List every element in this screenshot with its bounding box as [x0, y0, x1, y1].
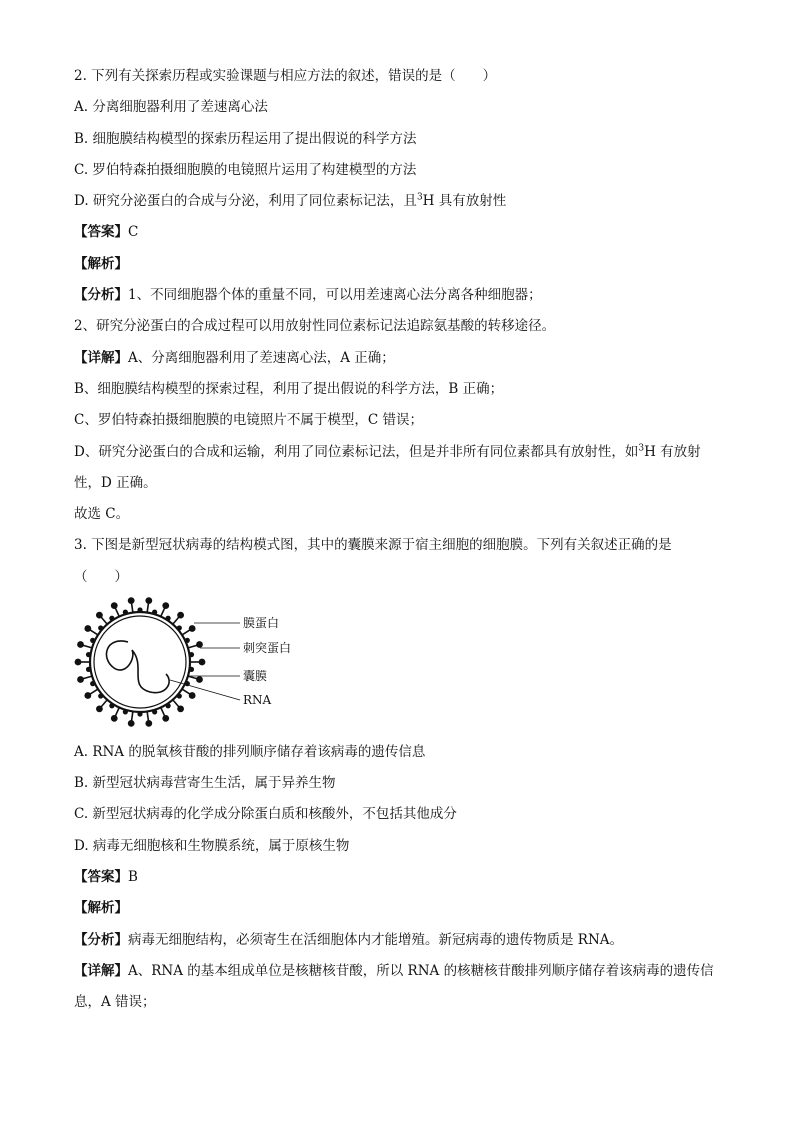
spike-stalk: [147, 603, 148, 613]
spike-stalk: [90, 630, 98, 635]
spike-head: [196, 676, 203, 683]
membrane-protein-dot: [98, 625, 103, 630]
spike-stalk: [188, 676, 198, 679]
spike-stalk: [90, 689, 98, 694]
label-spike-protein: 刺突蛋白: [243, 641, 292, 655]
spike-head: [162, 715, 169, 722]
membrane-protein-dot: [185, 638, 190, 643]
q3-detail-tag: 【详解】: [74, 963, 128, 979]
spike-stalk: [131, 603, 132, 613]
membrane-proteins: [86, 607, 194, 716]
q2-detail-3: C、罗伯特森拍摄细胞膜的电镜照片不属于模型，C 错误；: [74, 412, 423, 428]
q3-answer-value: B: [128, 869, 138, 885]
membrane-protein-dot: [152, 709, 157, 714]
q3-stem-bracket: （ ）: [74, 569, 128, 585]
q2-answer-tag: 【答案】: [74, 224, 128, 240]
spike-head: [84, 625, 91, 632]
q2-detail-text-1: A、分离细胞器利用了差速离心法，A 正确；: [128, 350, 395, 366]
membrane-protein-dot: [189, 667, 194, 672]
label-membrane-protein: 膜蛋白: [243, 616, 280, 630]
spike-head: [145, 597, 152, 604]
spike-stalk: [182, 630, 190, 635]
q2-answer: [74, 222, 724, 242]
spike-stalk: [161, 707, 165, 716]
q3-option-b: B. 新型冠状病毒营寄生生活，属于异养生物: [74, 775, 336, 791]
membrane-protein-dot: [86, 652, 91, 657]
spike-head: [128, 597, 135, 604]
q3-option-d: D. 病毒无细胞核和生物膜系统，属于原核生物: [74, 838, 350, 854]
q3-analysis-tag: 【分析】: [74, 932, 128, 948]
membrane-protein-dot: [90, 638, 95, 643]
spike-stalk: [101, 617, 108, 625]
label-rna: RNA: [243, 693, 272, 707]
membrane-protein-dot: [90, 681, 95, 686]
q3-detail-1-cont: 息，A 错误；: [74, 994, 156, 1010]
q3-detail-text-1: A、RNA 的基本组成单位是核糖核苷酸，所以 RNA 的核糖核苷酸排列顺序储存着该病毒的遗传信: [128, 963, 714, 979]
q2-option-d: [74, 191, 724, 211]
membrane-protein-dot: [177, 625, 182, 630]
q2-conclusion: 故选 C。: [74, 506, 130, 522]
spike-head: [111, 602, 118, 609]
membrane-protein-dot: [137, 607, 142, 612]
spike-head: [196, 641, 203, 648]
q2-detail-2: B、细胞膜结构模型的探索过程，利用了提出假说的科学方法，B 正确；: [74, 381, 504, 397]
membrane-protein-dot: [86, 667, 91, 672]
spike-head: [199, 659, 206, 666]
q2-detail-4-text: D、研究分泌蛋白的合成和运输，利用了同位素标记法，但是并非所有同位素都具有放射性，如: [74, 444, 639, 460]
q2-detail-4-sup: 3: [638, 443, 645, 454]
spike-head: [162, 602, 169, 609]
q2-jiexi-tag: 【解析】: [74, 256, 128, 272]
spike-stalk: [115, 707, 119, 716]
spike-stalk: [82, 676, 92, 679]
q3-stem: 3. 下图是新型冠状病毒的结构模式图，其中的囊膜来源于宿主细胞的细胞膜。下列有关叙述正确的是: [74, 537, 672, 553]
q2-analysis-2: 2、研究分泌蛋白的合成过程可以用放射性同位素标记法追踪氨基酸的转移途径。: [74, 318, 556, 334]
spike-head: [111, 715, 118, 722]
q2-analysis-1: [74, 285, 724, 305]
q3-detail-1: [74, 961, 724, 981]
q2-detail-1: [74, 348, 724, 368]
membrane-protein-dot: [189, 652, 194, 657]
spike-head: [75, 659, 82, 666]
spike-stalk: [131, 711, 132, 721]
spike-stalk: [173, 617, 180, 625]
q3-analysis: [74, 930, 724, 950]
label-envelope: 囊膜: [243, 669, 268, 683]
spike-stalk: [173, 700, 180, 708]
envelope-outer-ring: [90, 612, 190, 712]
q3-option-c: C. 新型冠状病毒的化学成分除蛋白质和核酸外，不包括其他成分: [74, 806, 457, 822]
membrane-protein-dot: [98, 693, 103, 698]
q2-detail-4: [74, 442, 724, 462]
spike-head: [177, 705, 184, 712]
spike-head: [189, 625, 196, 632]
q2-answer-value: C: [128, 224, 139, 240]
q2-analysis-text-1: 1、不同细胞器个体的重量不同，可以用差速离心法分离各种细胞器；: [128, 287, 542, 303]
spike-stalk: [82, 645, 92, 648]
membrane-protein-dot: [177, 693, 182, 698]
q2-stem: 2. 下列有关探索历程或实验课题与相应方法的叙述，错误的是（ ）: [74, 68, 497, 84]
membrane-protein-dot: [152, 610, 157, 615]
q2-option-a: A. 分离细胞器利用了差速离心法: [74, 99, 268, 115]
spike-head: [77, 641, 84, 648]
spike-stalk: [147, 711, 148, 721]
spike-head: [84, 692, 91, 699]
q3-jiexi-tag: 【解析】: [74, 900, 128, 916]
q2-option-d-text-end: H 具有放射性: [422, 193, 507, 209]
q3-option-a: A. RNA 的脱氧核苷酸的排列顺序储存着该病毒的遗传信息: [74, 744, 426, 760]
membrane-protein-dot: [137, 711, 142, 716]
coronavirus-structure-figure: [70, 596, 310, 728]
q2-option-c: C. 罗伯特森拍摄细胞膜的电镜照片运用了构建模型的方法: [74, 162, 417, 178]
q2-option-d-sup: 3: [416, 192, 423, 203]
q3-answer: [74, 867, 724, 887]
spike-head: [145, 720, 152, 727]
q2-analysis-tag: 【分析】: [74, 287, 128, 303]
membrane-protein-dot: [166, 616, 171, 621]
q2-option-b: B. 细胞膜结构模型的探索历程运用了提出假说的科学方法: [74, 131, 417, 147]
q3-answer-tag: 【答案】: [74, 869, 128, 885]
q2-option-d-text: D. 研究分泌蛋白的合成与分泌，利用了同位素标记法，且: [74, 193, 417, 209]
q2-detail-tag: 【详解】: [74, 350, 128, 366]
spike-stalk: [161, 607, 165, 616]
spike-stalk: [182, 689, 190, 694]
membrane-protein-dot: [109, 703, 114, 708]
spike-head: [128, 720, 135, 727]
membrane-protein-dot: [166, 703, 171, 708]
membrane-protein-dot: [123, 610, 128, 615]
membrane-protein-dot: [123, 709, 128, 714]
spike-stalk: [188, 645, 198, 648]
spike-head: [189, 692, 196, 699]
spike-stalk: [101, 700, 108, 708]
spike-head: [96, 705, 103, 712]
rna-strand: [106, 641, 169, 693]
q2-detail-4-text-end: H 有放射: [644, 444, 701, 460]
spike-head: [77, 676, 84, 683]
spike-head: [177, 612, 184, 619]
membrane-protein-dot: [109, 616, 114, 621]
q3-analysis-text: 病毒无细胞结构，必须寄生在活细胞体内才能增殖。新冠病毒的遗传物质是 RNA。: [128, 932, 624, 948]
q2-detail-4-cont: 性，D 正确。: [74, 475, 157, 491]
spike-stalk: [115, 607, 119, 616]
spike-head: [96, 612, 103, 619]
